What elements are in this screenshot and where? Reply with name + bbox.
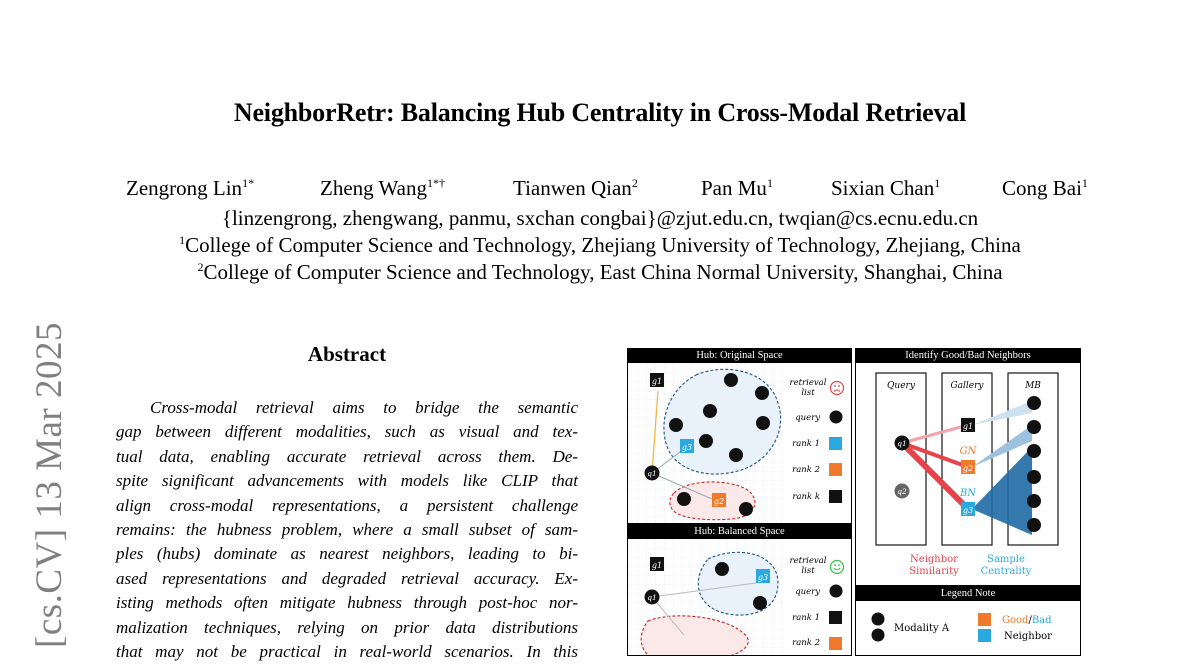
original-space-diagram [628,363,851,523]
svg-text:q2: q2 [897,487,907,496]
panel-title: Legend Note [856,587,1080,601]
author-name: Zheng Wang [320,176,427,200]
row-label: query [795,587,820,597]
author [320,176,445,201]
abstract-line: that may not be practical in real-world scenarios. In this [116,642,578,662]
svg-text:q1: q1 [647,469,657,478]
neighbor-similarity-label: Neighbor [910,554,958,565]
legend-slash: / [1028,615,1032,626]
author-sup: 1 [766,176,773,190]
gallery-node-g2 [712,493,726,507]
svg-text:q1: q1 [897,439,907,448]
column-label: Gallery [950,381,984,391]
panel-balanced-space [627,524,852,656]
legend-modality-a: Modality A [894,623,950,634]
author-name: Pan Mu [701,176,767,200]
row-label: rank 1 [792,439,820,449]
row-label: rank 2 [792,638,820,648]
author-sup: 2 [631,176,638,190]
column-label: MB [1025,381,1041,391]
row-label: rank k [792,492,820,502]
row-label: query [795,413,820,423]
abstract-line: align cross-modal representations, a persistent challenge [116,495,578,515]
sample-centrality-label: Centrality [980,566,1032,577]
affiliation-2 [0,260,1200,285]
panel-title: Hub: Balanced Space [628,525,851,539]
abstract-line: gap between different modalities, such as visual and tex- [116,422,578,442]
abstract-line: remains: the hubness problem, where a small subset of sam- [116,520,578,540]
author-sup: 1*† [426,176,445,190]
author [831,176,940,201]
abstract-line: tual data, enabling accurate retrieval across them. De- [116,446,578,466]
row-label: rank 1 [792,613,820,623]
affiliation-text: College of Computer Science and Technology, East China Normal University, Shanghai, China [203,260,1003,284]
abstract-line: spite significant advancements with models like CLIP that [116,471,578,491]
retrieval-label: list [801,566,815,576]
svg-text:g3: g3 [757,573,769,582]
panel-title: Hub: Original Space [628,349,851,363]
affiliation-sup: 1 [179,233,186,247]
retrieval-label: retrieval [789,378,827,388]
retrieval-label: retrieval [789,556,827,566]
abstract-line: malization techniques, relying on prior data distributions [116,617,578,637]
abstract-line: Cross-modal retrieval aims to bridge the semantic [150,398,578,417]
abstract-line: ples (hubs) dominate as nearest neighbors, leading to bi- [116,544,578,564]
svg-text:g3: g3 [681,443,693,452]
author-sup: 1 [934,176,941,190]
author-name: Zengrong Lin [126,176,243,200]
gn-label: GN [959,446,977,457]
sample-centrality-label: Sample [987,554,1025,565]
author-name: Tianwen Qian [513,176,632,200]
svg-text:g1: g1 [651,561,663,570]
happy-face-icon [831,561,844,574]
balanced-space-diagram [628,539,851,656]
neighbor-similarity-label: Similarity [909,566,959,577]
legend-neighbor: Neighbor [1004,631,1052,642]
author-sup: 1* [242,176,255,190]
svg-text:g1: g1 [651,377,663,386]
panel-legend [855,586,1081,656]
retrieval-label: list [801,388,815,398]
panel-title: Identify Good/Bad Neighbors [856,349,1080,363]
svg-text:Good/Bad [1002,615,1052,626]
svg-text:q1: q1 [647,593,657,602]
legend-bad: Bad [1031,615,1052,626]
svg-text:g2: g2 [962,464,974,473]
gallery-node-g3 [680,439,694,453]
author-sup: 1 [1081,176,1088,190]
author-name: Sixian Chan [831,176,935,200]
author [1002,176,1088,201]
affiliation-1 [0,233,1200,258]
author-list [120,176,1110,206]
panel-neighbors [855,348,1081,586]
author [701,176,773,201]
abstract-line: isting methods often mitigate hubness through post-hoc nor- [116,593,578,613]
author [126,176,254,201]
paper-title: NeighborRetr: Balancing Hub Centrality in Cross-Modal Retrieval [233,98,967,127]
panel-original-space [627,348,852,524]
author-name: Cong Bai [1002,176,1082,200]
affiliation-text: College of Computer Science and Technology, Zhejiang University of Technology, Zhejiang, China [185,233,1021,257]
row-label: rank 2 [792,465,820,475]
arxiv-stamp: [cs.CV] 13 Mar 2025 [29,321,70,648]
legend-diagram [856,601,1080,655]
neighbors-diagram [856,363,1080,585]
svg-text:g2: g2 [713,497,725,506]
column-label: Query [887,381,915,391]
author [513,176,638,201]
legend-good: Good [1002,615,1029,626]
bn-label: BN [959,488,977,499]
sad-face-icon [831,382,844,395]
svg-text:g3: g3 [962,506,974,515]
abstract-line: ased representations and degraded retrieval accuracy. Ex- [116,568,578,588]
affiliation-sup: 2 [197,260,204,274]
svg-text:g1: g1 [962,422,974,431]
abstract-body [116,396,578,664]
email-line: {linzengrong, zhengwang, panmu, sxchan congbai}@zjut.edu.cn, twqian@cs.ecnu.edu.cn [221,206,979,230]
gallery-node [650,373,664,387]
abstract-heading: Abstract [307,342,387,366]
